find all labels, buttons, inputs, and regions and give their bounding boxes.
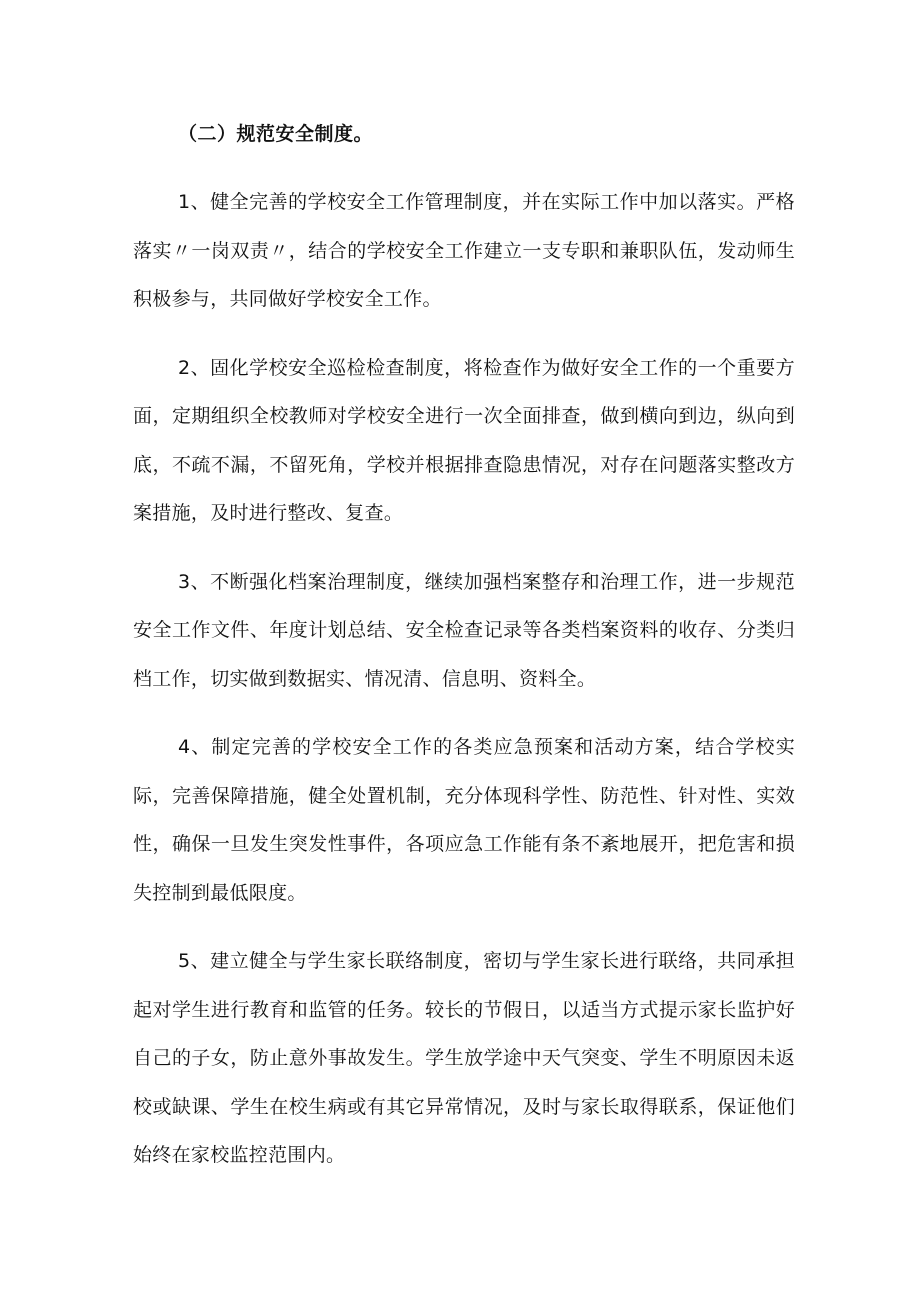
paragraph-2: 2、固化学校安全巡检检查制度，将检查作为做好安全工作的一个重要方面，定期组织全校教师对学校安全进行一次全面排查，做到横向到边，纵向到底，不疏不漏，不留死角，学校并根据排查隐患情况，对存在问题落实整改方案措施，及时进行整改、复查。: [133, 356, 795, 524]
paragraph-1: 1、健全完善的学校安全工作管理制度，并在实际工作中加以落实。严格落实〃一岗双责〃，结合的学校安全工作建立一支专职和兼职队伍，发动师生积极参与，共同做好学校安全工作。: [133, 191, 795, 310]
paragraph-4: 4、制定完善的学校安全工作的各类应急预案和活动方案，结合学校实际，完善保障措施，健全处置机制，充分体现科学性、防范性、针对性、实效性，确保一旦发生突发性事件，各项应急工作能有条不紊地展开，把危害和损失控制到最低限度。: [133, 736, 795, 904]
paragraph-5: 5、建立健全与学生家长联络制度，密切与学生家长进行联络，共同承担起对学生进行教育和监管的任务。较长的节假日，以适当方式提示家长监护好自己的子女，防止意外事故发生。学生放学途中天气突变、学生不明原因未返校或缺课、学生在校生病或有其它异常情况，及时与家长取得联系，保证他们始终在家校监控范围内。: [133, 950, 795, 1166]
document-body: [133, 110, 795, 1200]
paragraph-3: 3、不断强化档案治理制度，继续加强档案整存和治理工作，进一步规范安全工作文件、年度计划总结、安全检查记录等各类档案资料的收存、分类归档工作，切实做到数据实、情况清、信息明、资料全。: [133, 570, 795, 690]
section-heading: （二）规范安全制度。: [178, 123, 374, 145]
